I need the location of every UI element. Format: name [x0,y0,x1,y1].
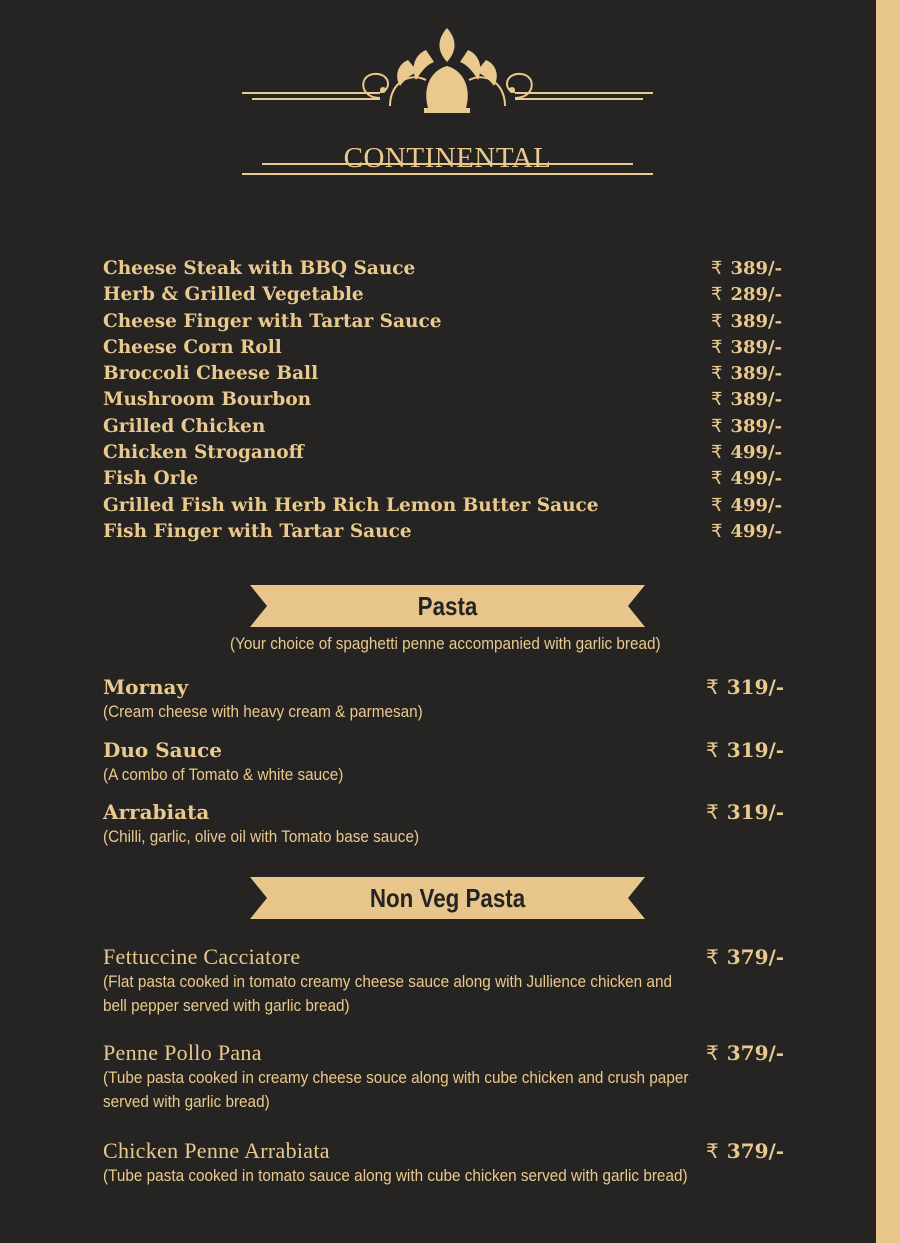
section-title: Pasta [417,591,478,621]
item-price: ₹ 389/- [711,310,783,332]
item-name: Fish Finger with Tartar Sauce [103,520,412,542]
item-price: ₹ 319/- [706,675,785,699]
item-price: ₹ 289/- [711,284,783,306]
rupee-icon: ₹ [706,1139,719,1163]
list-item [103,442,803,468]
item-description: (Chilli, garlic, olive oil with Tomato base sauce) [103,827,420,846]
rupee-icon: ₹ [706,1041,719,1065]
rupee-icon: ₹ [706,675,719,699]
list-item [103,521,803,547]
section-title: CONTINENTAL [343,142,552,174]
section-title: Non Veg Pasta [369,883,526,913]
continental-list [103,258,803,547]
item-name: Duo Sauce [103,738,223,762]
non-veg-pasta-banner [250,877,645,919]
item-description: (Cream cheese with heavy cream & parmesan) [103,702,423,721]
rupee-icon: ₹ [706,945,719,969]
list-item [103,944,803,1018]
item-description: (A combo of Tomato & white sauce) [103,765,344,784]
rupee-icon: ₹ [706,800,719,824]
item-price: ₹ 389/- [711,363,783,385]
item-name: Broccoli Cheese Ball [103,363,319,385]
list-item [103,1138,803,1188]
rupee-icon: ₹ [706,738,719,762]
item-price: ₹ 319/- [706,738,785,762]
item-description: (Flat pasta cooked in tomato creamy cheese sauce along with Jullience chicken and bell pepper served with garlic bread) [103,972,672,1015]
item-name: Grilled Fish wih Herb Rich Lemon Butter Sauce [103,494,599,516]
rupee-icon: ₹ [711,363,723,385]
continental-header [240,20,655,180]
list-item [103,799,803,849]
list-item [103,258,803,284]
item-name: Chicken Penne Arrabiata [103,1138,330,1163]
item-price: ₹ 319/- [706,800,785,824]
item-name: Herb & Grilled Vegetable [103,284,364,306]
rupee-icon: ₹ [711,310,723,332]
list-item [103,311,803,337]
rupee-icon: ₹ [711,336,723,358]
item-price: ₹ 389/- [711,258,783,279]
item-name: Chicken Stroganoff [103,442,304,464]
list-item [103,389,803,415]
item-name: Grilled Chicken [103,415,266,437]
item-price: ₹ 499/- [711,468,783,490]
item-price: ₹ 389/- [711,336,783,358]
item-name: Fettuccine Cacciatore [103,944,301,969]
item-name: Mornay [103,675,189,699]
item-price: ₹ 379/- [706,945,785,969]
rupee-icon: ₹ [711,284,723,306]
rupee-icon: ₹ [711,258,723,279]
item-price: ₹ 499/- [711,494,783,516]
list-item [103,468,803,494]
item-name: Fish Orle [103,468,199,490]
list-item [103,495,803,521]
list-item [103,284,803,310]
list-item [103,363,803,389]
rupee-icon: ₹ [711,494,723,516]
item-name: Cheese Corn Roll [103,336,282,358]
item-price: ₹ 389/- [711,389,783,411]
list-item [103,1040,803,1114]
item-name: Penne Pollo Pana [103,1040,262,1065]
pasta-banner [250,585,645,627]
list-item [103,737,803,787]
item-description: (Tube pasta cooked in creamy cheese souce along with cube chicken and crush paper served with garlic bread) [103,1068,689,1111]
item-price: ₹ 499/- [711,442,783,464]
list-item [103,416,803,442]
item-name: Arrabiata [103,800,210,824]
item-price: ₹ 389/- [711,415,783,437]
item-description: (Tube pasta cooked in tomato sauce along with cube chicken served with garlic bread) [103,1166,688,1185]
item-price: ₹ 379/- [706,1139,785,1163]
section-note: (Your choice of spaghetti penne accompanied with garlic bread) [230,634,661,653]
list-item [103,674,803,724]
item-name: Cheese Finger with Tartar Sauce [103,310,442,332]
rupee-icon: ₹ [711,468,723,490]
item-price: ₹ 379/- [706,1041,785,1065]
list-item [103,337,803,363]
rupee-icon: ₹ [711,389,723,411]
rupee-icon: ₹ [711,442,723,464]
item-name: Mushroom Bourbon [103,389,312,411]
rupee-icon: ₹ [711,415,723,437]
item-price: ₹ 499/- [711,520,783,542]
item-name: Cheese Steak with BBQ Sauce [103,258,416,279]
rupee-icon: ₹ [711,520,723,542]
